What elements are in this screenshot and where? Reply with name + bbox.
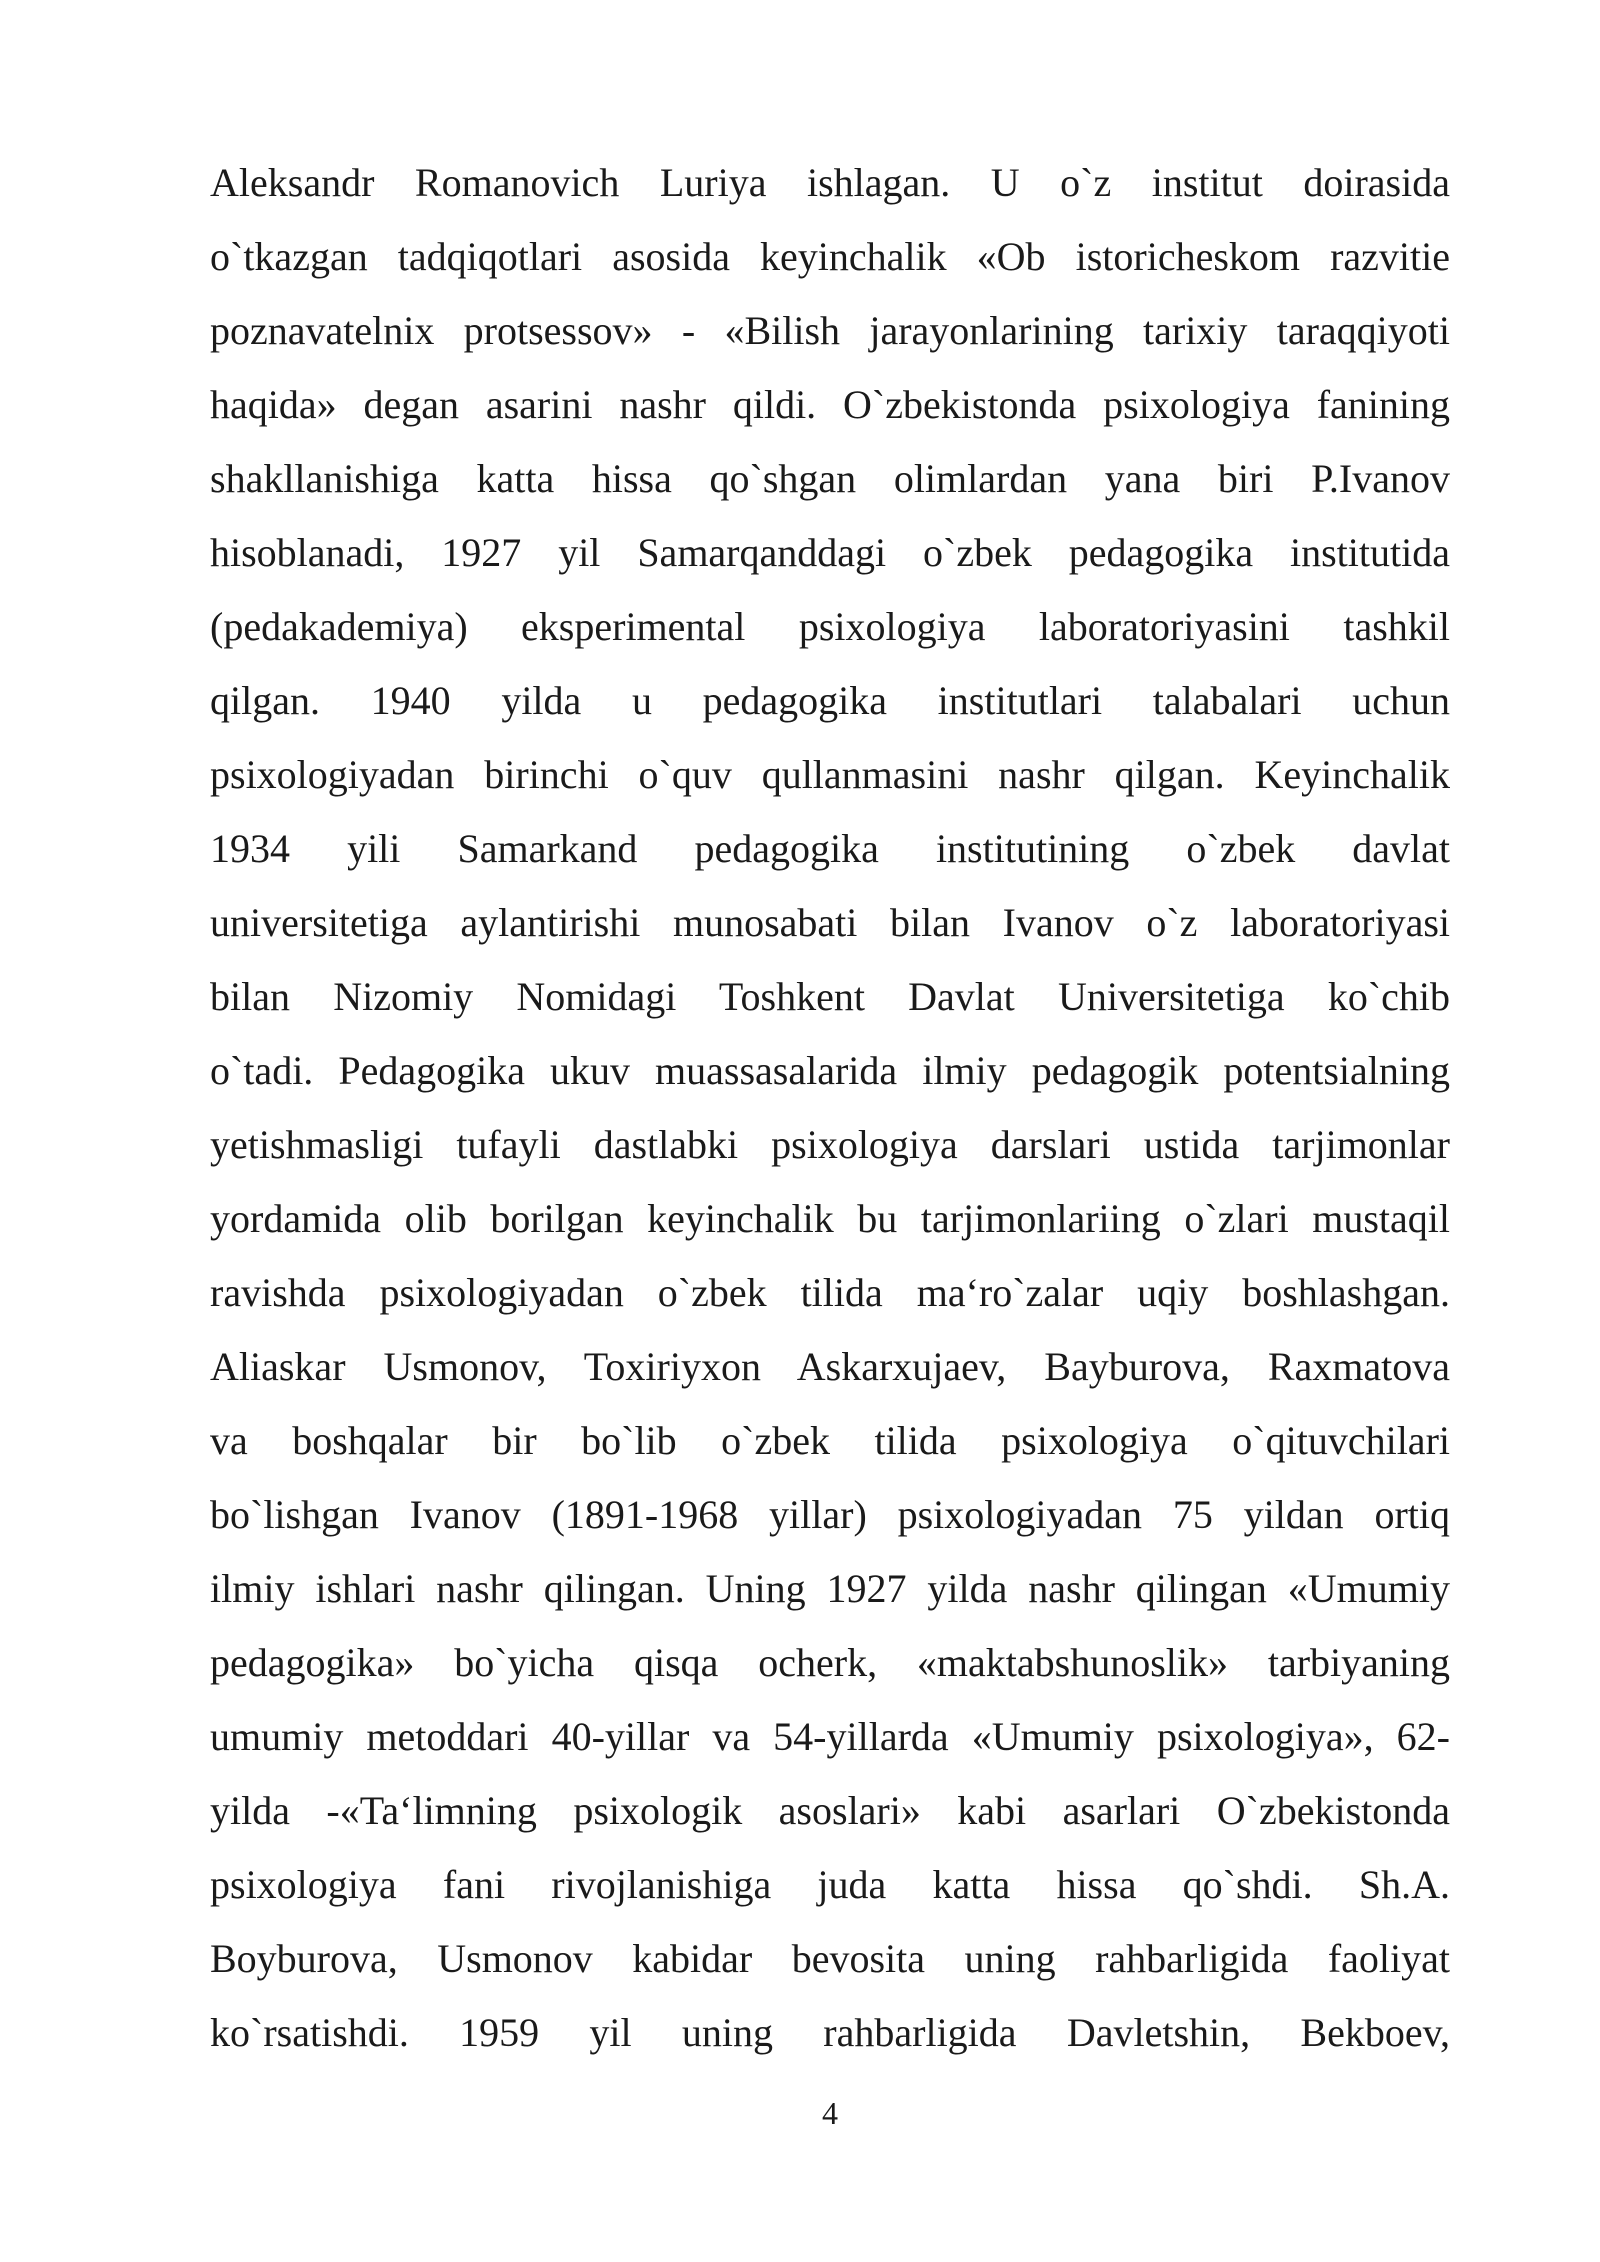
- text-line: 1934 yili Samarkand pedagogika institutining o`zbek davlat: [210, 826, 1450, 871]
- text-line: o`tkazgan tadqiqotlari asosida keyinchalik «Ob istoricheskom razvitie: [210, 234, 1450, 279]
- page-number: 4: [822, 2095, 838, 2131]
- text-line: hisoblanadi, 1927 yil Samarqanddagi o`zbek pedagogika institutida: [210, 530, 1450, 575]
- body-text: [210, 146, 1450, 2070]
- text-line: yilda -«Ta‘limning psixologik asoslari» kabi asarlari O`zbekistonda: [210, 1788, 1450, 1833]
- text-line: umumiy metoddari 40-yillar va 54-yillarda «Umumiy psixologiya», 62-: [210, 1714, 1450, 1759]
- text-line: bilan Nizomiy Nomidagi Toshkent Davlat Universitetiga ko`chib: [210, 974, 1450, 1019]
- text-line: yetishmasligi tufayli dastlabki psixologiya darslari ustida tarjimonlar: [210, 1122, 1450, 1167]
- text-line: Boyburova, Usmonov kabidar bevosita uning rahbarligida faoliyat: [210, 1936, 1450, 1981]
- text-line: (pedakademiya) eksperimental psixologiya laboratoriyasini tashkil: [210, 604, 1450, 649]
- text-line: haqida» degan asarini nashr qildi. O`zbekistonda psixologiya fanining: [210, 382, 1450, 427]
- text-line: va boshqalar bir bo`lib o`zbek tilida psixologiya o`qituvchilari: [210, 1418, 1450, 1463]
- text-line: yordamida olib borilgan keyinchalik bu tarjimonlariing o`zlari mustaqil: [210, 1196, 1450, 1241]
- text-line: Aliaskar Usmonov, Toxiriyxon Askarxujaev, Bayburova, Raxmatova: [210, 1344, 1450, 1389]
- text-line: ko`rsatishdi. 1959 yil uning rahbarligida Davletshin, Bekboev,: [210, 2010, 1450, 2055]
- text-line: pedagogika» bo`yicha qisqa ocherk, «maktabshunoslik» tarbiyaning: [210, 1640, 1450, 1685]
- text-line: psixologiya fani rivojlanishiga juda katta hissa qo`shdi. Sh.A.: [210, 1862, 1450, 1907]
- text-line: o`tadi. Pedagogika ukuv muassasalarida ilmiy pedagogik potentsialning: [210, 1048, 1450, 1093]
- text-line: Aleksandr Romanovich Luriya ishlagan. U o`z institut doirasida: [210, 160, 1450, 205]
- text-line: bo`lishgan Ivanov (1891-1968 yillar) psixologiyadan 75 yildan ortiq: [210, 1492, 1450, 1537]
- text-line: universitetiga aylantirishi munosabati bilan Ivanov o`z laboratoriyasi: [210, 900, 1450, 945]
- text-line: poznavatelnix protsessov» - «Bilish jarayonlarining tarixiy taraqqiyoti: [210, 308, 1450, 353]
- text-line: ilmiy ishlari nashr qilingan. Uning 1927 yilda nashr qilingan «Umumiy: [210, 1566, 1450, 1611]
- text-line: ravishda psixologiyadan o`zbek tilida ma‘ro`zalar uqiy boshlashgan.: [210, 1270, 1450, 1315]
- text-line: shakllanishiga katta hissa qo`shgan olimlardan yana biri P.Ivanov: [210, 456, 1450, 501]
- text-line: psixologiyadan birinchi o`quv qullanmasini nashr qilgan. Keyinchalik: [210, 752, 1450, 797]
- text-line: qilgan. 1940 yilda u pedagogika institutlari talabalari uchun: [210, 678, 1450, 723]
